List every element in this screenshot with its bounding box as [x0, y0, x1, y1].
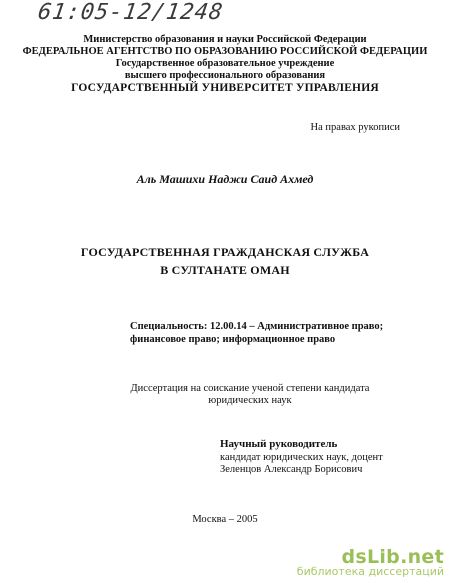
author-name: Аль Машихи Наджи Саид Ахмед	[136, 172, 314, 186]
advisor-block	[220, 438, 420, 476]
dslib-logo[interactable]: dsLib.net	[341, 546, 444, 568]
advisor-name: Зеленцов Александр Борисович	[220, 464, 363, 475]
header-ministry: Министерство образования и науки Российской Федерации	[83, 34, 367, 45]
specialty-line-2: финансовое право; информационное право	[130, 334, 336, 345]
title-line-2: В СУЛТАНАТЕ ОМАН	[160, 263, 290, 277]
specialty-line-1: Административное право;	[254, 321, 384, 332]
dissertation-line-2: юридических наук	[208, 395, 292, 406]
dslib-caption: библиотека диссертаций	[296, 565, 444, 578]
dissertation-title	[0, 243, 450, 279]
institution-header	[0, 34, 450, 94]
header-agency: ФЕДЕРАЛЬНОЕ АГЕНТСТВО ПО ОБРАЗОВАНИЮ РОССИЙСКОЙ ФЕДЕРАЦИИ	[22, 46, 428, 57]
advisor-degree: кандидат юридических наук, доцент	[220, 452, 383, 463]
title-line-1: ГОСУДАРСТВЕННАЯ ГРАЖДАНСКАЯ СЛУЖБА	[80, 245, 370, 259]
header-institution-type: Государственное образовательное учреждение	[115, 58, 335, 69]
dslib-watermark[interactable]	[297, 548, 444, 578]
city-year: Москва – 2005	[192, 514, 258, 525]
header-education-level: высшего профессионального образования	[124, 70, 326, 81]
dissertation-line-1: Диссертация на соискание ученой степени кандидата	[130, 383, 370, 394]
specialty-label: Специальность: 12.00.14 –	[130, 321, 255, 332]
handwritten-catalog-number: 61:05-12/1248	[36, 0, 225, 25]
manuscript-rights-note: На правах рукописи	[310, 122, 400, 133]
dissertation-statement	[120, 383, 380, 407]
header-university: ГОСУДАРСТВЕННЫЙ УНИВЕРСИТЕТ УПРАВЛЕНИЯ	[71, 82, 379, 94]
advisor-heading: Научный руководитель	[220, 438, 338, 450]
specialty-block	[130, 320, 390, 346]
